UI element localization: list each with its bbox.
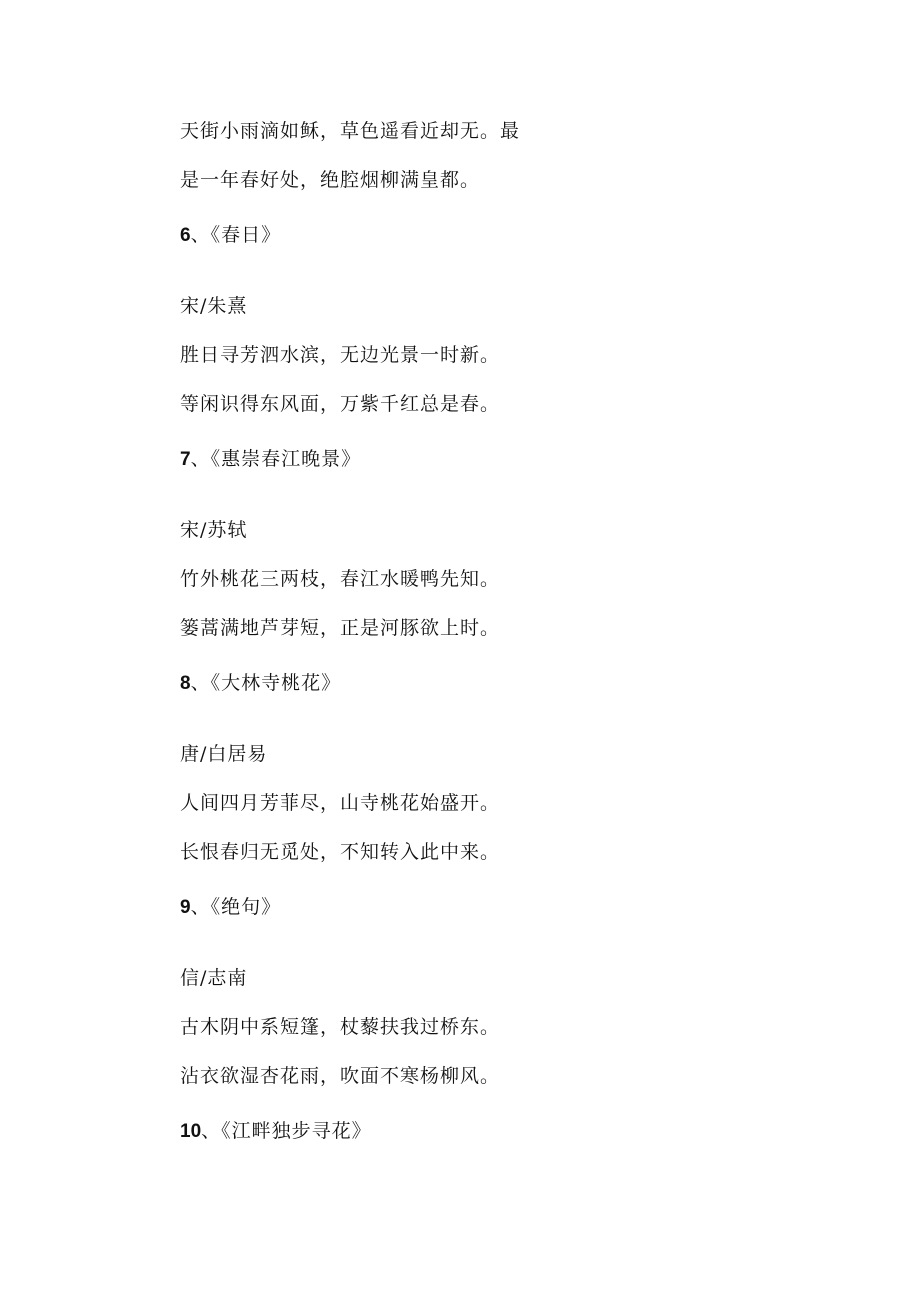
poem-line: 等闲识得东风面，万紫千红总是春。 [180,393,501,415]
poem-title: 、《绝句》 [190,896,282,918]
poem-title: 、《惠崇春江晚景》 [190,448,362,470]
poem-heading [180,670,341,697]
poem-title: 、《大林寺桃花》 [190,672,342,694]
poem-title: 、《江畔独步寻花》 [201,1120,372,1142]
poem-line: 人间四月芳菲尽，山寺桃花始盛开。 [180,792,501,814]
poem-author: 宋/苏轼 [180,519,248,541]
poem-line: 天街小雨滴如稣，草色遥看近却无。最 [180,120,521,142]
poem-line: 古木阴中系短篷，杖藜扶我过桥东。 [180,1016,501,1038]
poem-line: 篓蒿满地芦芽短，正是河豚欲上时。 [180,617,501,639]
poem-line: 长恨春归无觅处，不知转入此中来。 [180,841,501,863]
poem-line: 沾衣欲湿杏花雨，吹面不寒杨柳风。 [180,1065,501,1087]
poem-heading [180,1118,372,1145]
poem-number: 7 [180,449,191,470]
poem-number: 10 [180,1121,202,1142]
poem-author: 宋/朱熹 [180,295,248,317]
poem-heading [180,446,361,473]
poem-number: 8 [180,673,191,694]
poem-heading [180,894,281,921]
poem-author: 信/志南 [180,967,248,989]
poem-title: 、《春日》 [190,224,282,246]
poem-line: 是一年春好处，绝腔烟柳满皇都。 [180,169,481,191]
poem-heading [180,222,281,249]
poem-number: 6 [180,225,191,246]
poem-line: 竹外桃花三两枝，春江水暖鸭先知。 [180,568,501,590]
poem-line: 胜日寻芳泗水滨，无边光景一时新。 [180,344,501,366]
poem-author: 唐/白居易 [180,743,268,765]
poem-number: 9 [180,897,191,918]
